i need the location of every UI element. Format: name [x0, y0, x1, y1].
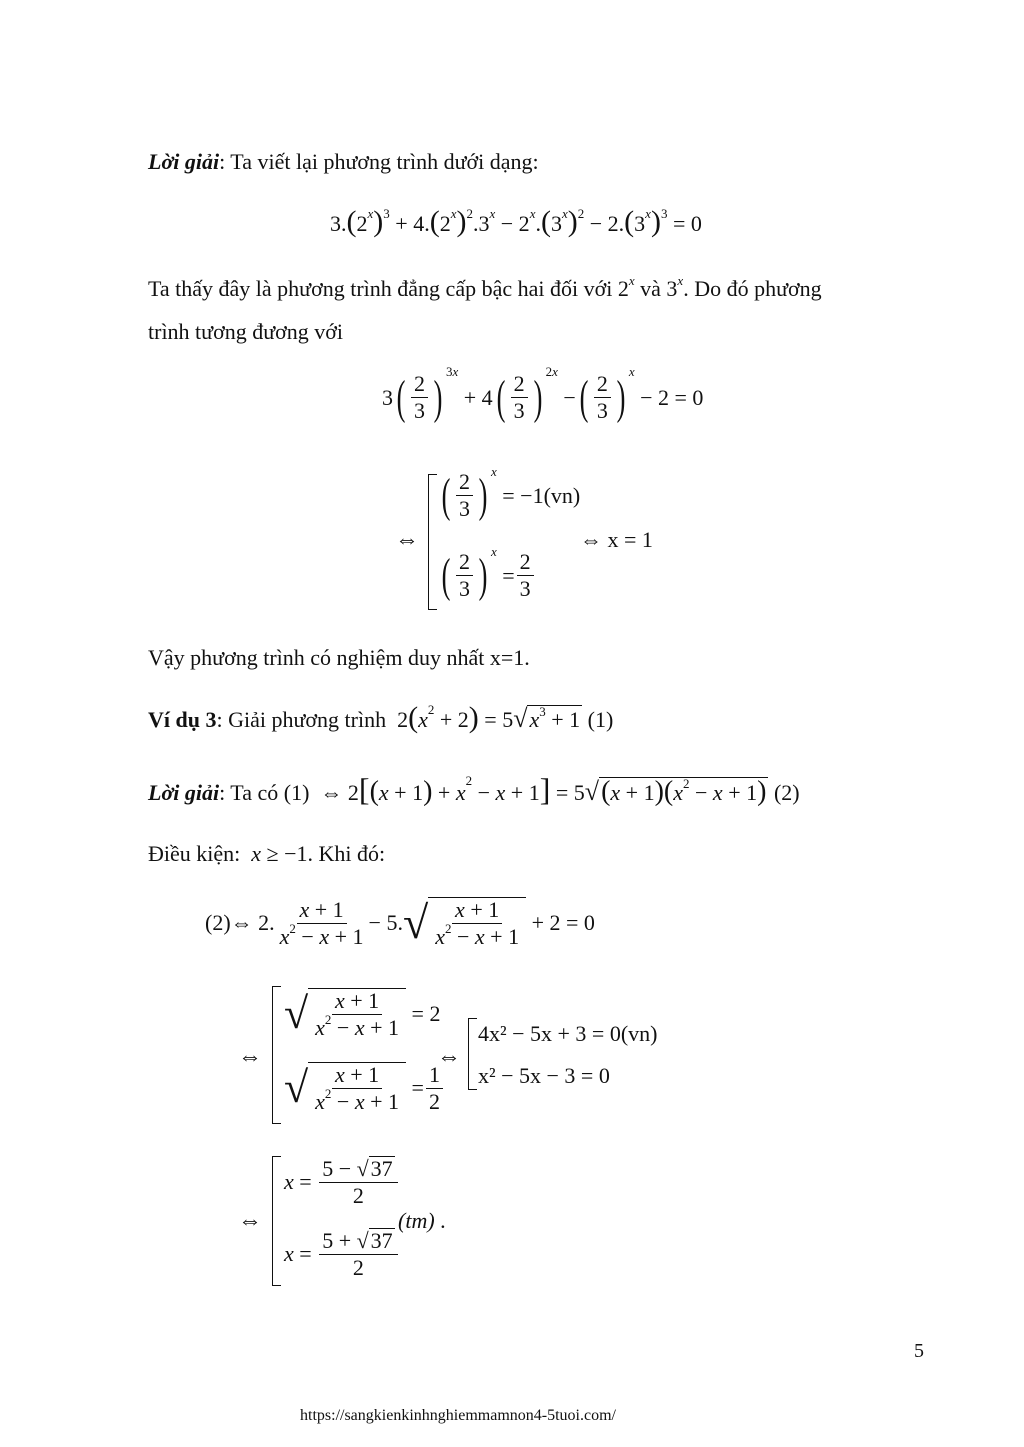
footer-url[interactable]: https://sangkienkinhnghiemmamnon4-5tuoi.com/: [300, 1407, 616, 1424]
solution-2-text: : Ta có (1): [219, 780, 310, 805]
vn-value: = −1(vn): [502, 482, 581, 508]
system-2-row-1: √ $\frac{x + 1}{x^2 - x + 1}$ = 2: [284, 988, 441, 1040]
page-number: 5: [914, 1340, 924, 1362]
solution-2-tag: (2): [773, 780, 800, 805]
conclusion-1: Vậy phương trình có nghiệm duy nhất x=1.: [148, 645, 530, 670]
system-2-row-2: √ $\frac{x + 1}{x^2 - x + 1}$ = $\frac{1}{2}$: [284, 1062, 445, 1114]
system-1-row-1: ( $\frac{2}{3}$ ) $^x$ = −1(vn): [441, 463, 581, 522]
result-x-equals-1: ⇔ x = 1: [580, 527, 653, 552]
system-1-row-2: ( $\frac{2}{3}$ ) $^x$ = $\frac{2}{3}$: [438, 550, 536, 601]
equation-5: (2) ⇔ 2. $\frac{x + 1}{x^2 - x + 1}$ − 5. √ $\frac{x + 1}{x^2 - x + 1}$ + 2 = 0: [205, 896, 595, 949]
system-bracket-4: [272, 1156, 281, 1286]
example-3-tag: (1): [587, 707, 614, 732]
root-1: x = $\frac{5 - √37}{2}$: [284, 1156, 400, 1208]
para-text-b: và: [640, 276, 661, 301]
solution-1-line: [148, 148, 539, 176]
system-bracket-3: [468, 1018, 477, 1090]
root-2: x = $\frac{5 + √37}{2}$: [284, 1228, 400, 1280]
tm-label: (tm) .: [398, 1208, 446, 1233]
quadratic-b: x² − 5x − 3 = 0: [478, 1063, 610, 1088]
solution-label: Lời giải: [148, 149, 220, 174]
solution-text: : Ta viết lại phương trình dưới dạng:: [219, 149, 539, 174]
para-text-c: . Do đó phương: [683, 276, 822, 301]
example-3-label: Ví dụ 3: [148, 707, 217, 732]
equiv-arrow-4: ⇔: [238, 1208, 262, 1234]
system-bracket-2: [272, 986, 281, 1124]
condition-after: . Khi đó:: [307, 841, 386, 866]
example-3-line: Ví dụ 3: Giải phương trình $2(x^2 + 2) = 5√x^3 + 1$ (1): [148, 701, 614, 734]
eq5-label: (2): [205, 910, 231, 935]
equation-1: $3.(2^x)^3 + 4.(2^x)^2.3^x - 2^x.(3^x)^2 - 2.(3^x)^3 = 0$: [330, 205, 702, 238]
condition-line: Điều kiện: x ≥ −1. Khi đó:: [148, 841, 386, 866]
solution-2-line: Lời giải: Ta có (1) ⇔ $2[(x + 1) + x^2 - x + 1] = 5√(x + 1)(x^2 - x + 1)$ (2): [148, 771, 800, 807]
example-3-text: : Giải phương trình: [216, 707, 387, 732]
solution-2-label: Lời giải: [148, 780, 220, 805]
equiv-arrow-2: ⇔: [238, 1044, 262, 1070]
para-text-a: Ta thấy đây là phương trình đẳng cấp bậc hai đối với: [148, 276, 613, 301]
system-bracket-1: [428, 474, 437, 610]
paragraph-line2: trình tương đương với: [148, 319, 344, 344]
equiv-arrow-3: ⇔: [437, 1044, 461, 1070]
paragraph-homogeneous: Ta thấy đây là phương trình đẳng cấp bậc hai đối với 2$^x$ và 3$^x$. Do đó phương: [148, 273, 822, 301]
equation-2: 3 ( $\frac{2}{3}$ ) $^{3x}$ + 4 ( $\frac{2}{3}$ ) $^{2x}$ − ( $\frac{2}{3}$ ) $^x$ − 2 = 0: [382, 363, 704, 424]
quadratic-a: 4x² − 5x + 3 = 0(vn): [478, 1021, 658, 1046]
condition-label: Điều kiện:: [148, 841, 241, 866]
tm-text: (tm): [398, 1208, 435, 1233]
equiv-arrow-1: ⇔: [395, 527, 419, 553]
